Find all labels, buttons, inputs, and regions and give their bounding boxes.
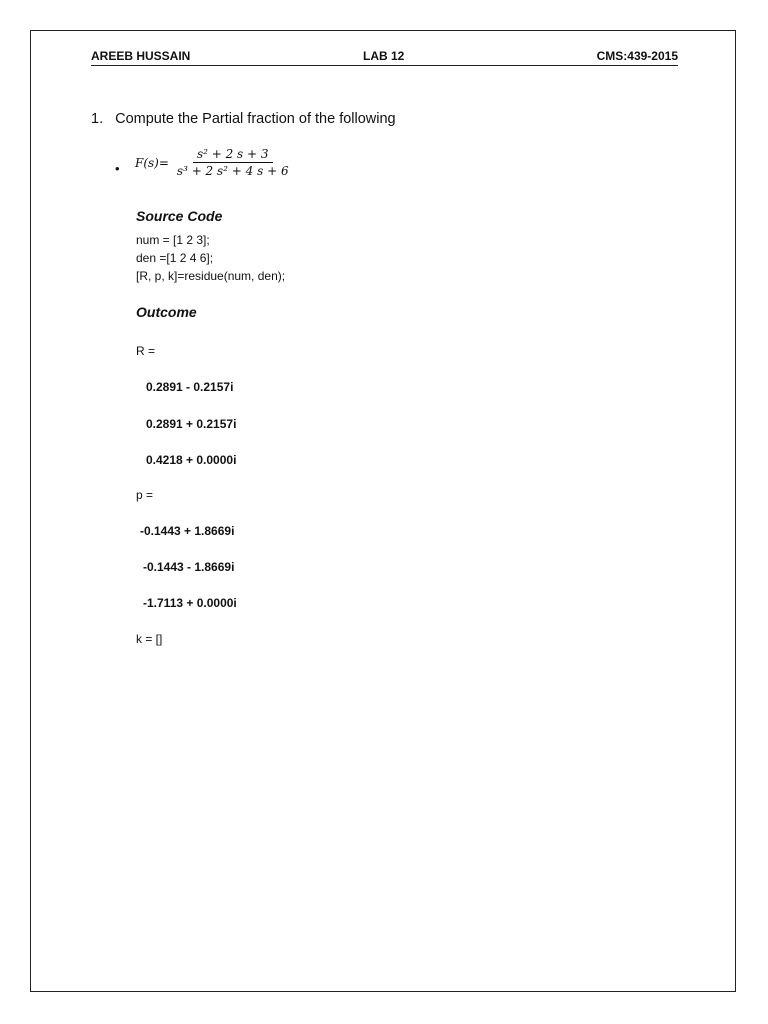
code-line: den =[1 2 4 6]; xyxy=(136,251,214,265)
k-label: k = [] xyxy=(136,632,163,646)
code-line: [R, p, k]=residue(num, den); xyxy=(136,269,286,283)
r-value: 0.2891 + 0.2157i xyxy=(146,417,237,431)
header-author: AREEB HUSSAIN xyxy=(91,49,191,63)
source-code-block xyxy=(136,231,285,285)
formula-numerator: s² + 2 s + 3 xyxy=(193,147,273,163)
transfer-function-formula xyxy=(135,147,293,178)
p-value: -0.1443 + 1.8669i xyxy=(140,524,235,538)
header-lab: LAB 12 xyxy=(363,49,405,63)
question-number: 1. xyxy=(91,111,104,127)
page-header xyxy=(91,49,678,66)
source-code-title: Source Code xyxy=(136,208,223,224)
outcome-title: Outcome xyxy=(136,304,197,320)
formula-fraction xyxy=(173,147,293,178)
r-value: 0.4218 + 0.0000i xyxy=(146,453,237,467)
formula-lhs: F(s)= xyxy=(135,155,169,170)
code-line: num = [1 2 3]; xyxy=(136,233,210,247)
r-label: R = xyxy=(136,344,156,358)
question-text: Compute the Partial fraction of the following xyxy=(115,111,396,127)
header-cms: CMS:439-2015 xyxy=(596,49,678,63)
p-value: -0.1443 - 1.8669i xyxy=(143,560,235,574)
p-label: p = xyxy=(136,488,154,502)
bullet-icon: • xyxy=(115,161,120,176)
r-value: 0.2891 - 0.2157i xyxy=(146,380,234,394)
question-heading xyxy=(91,111,396,127)
document-page xyxy=(30,30,736,992)
p-value: -1.7113 + 0.0000i xyxy=(143,596,237,610)
formula-denominator: s³ + 2 s² + 4 s + 6 xyxy=(176,164,289,178)
